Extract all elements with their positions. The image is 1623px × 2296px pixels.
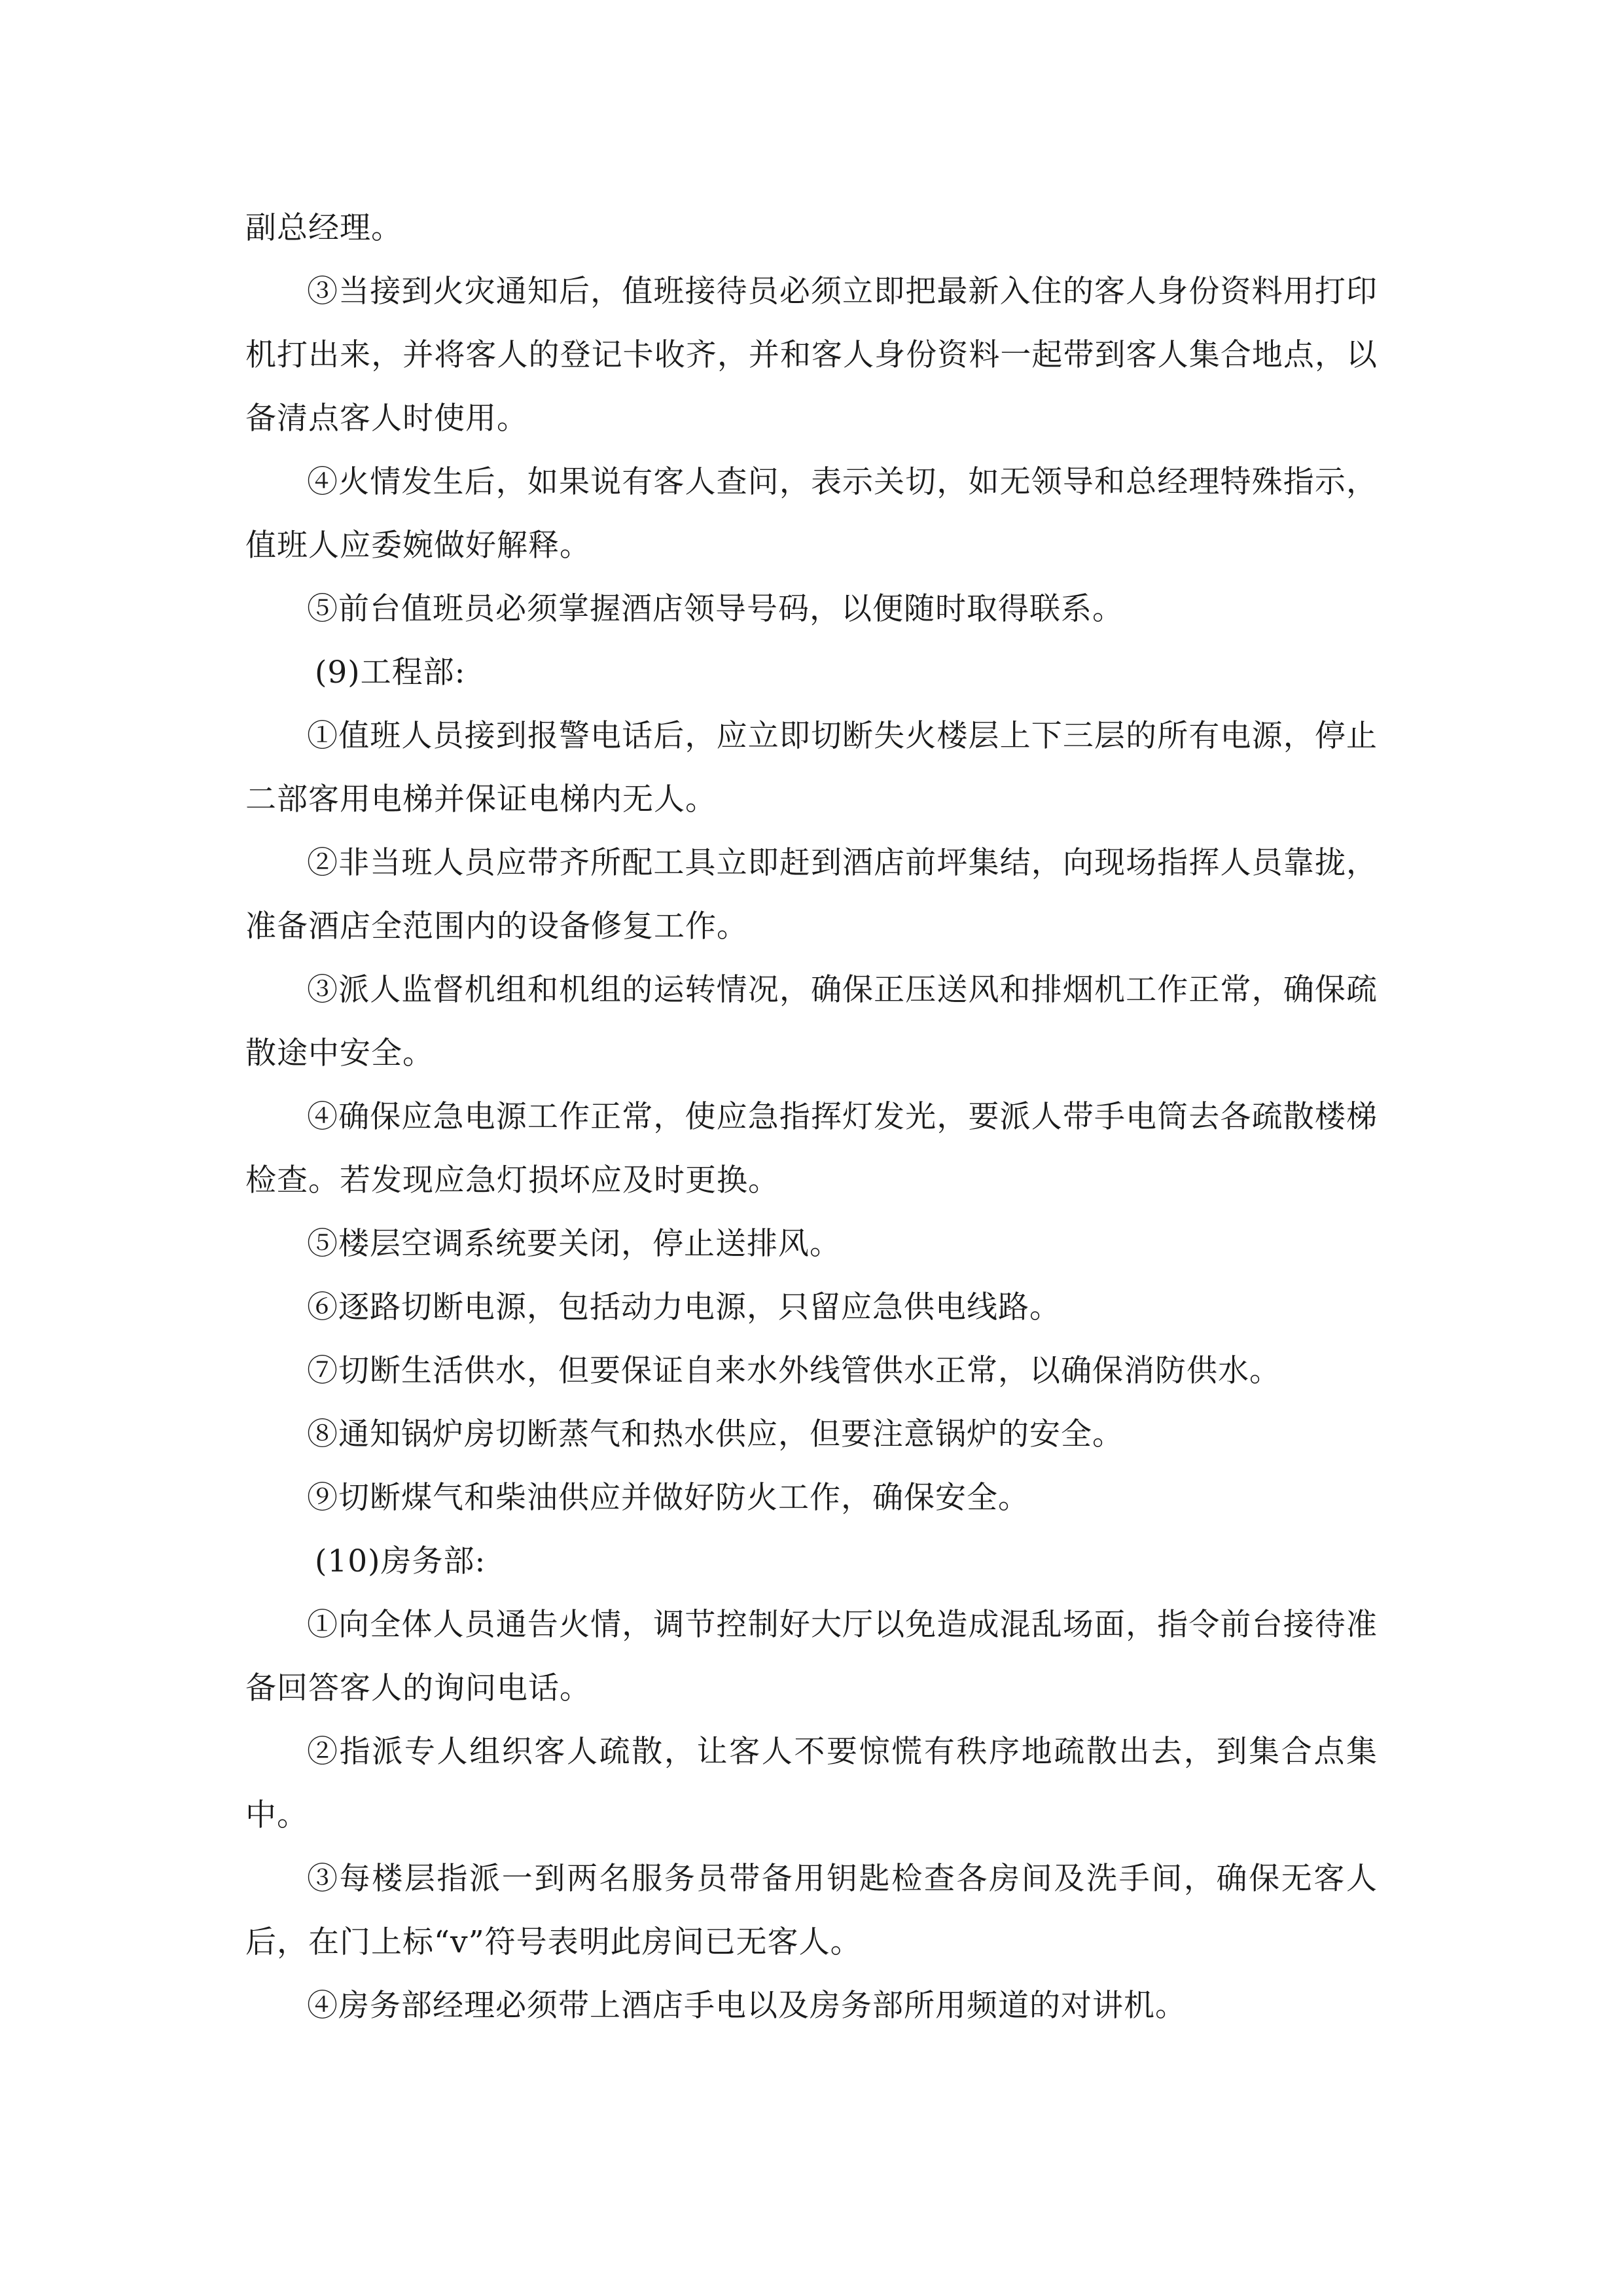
document-body <box>245 196 1378 2037</box>
paragraph: ⑤前台值班员必须掌握酒店领导号码，以便随时取得联系。 <box>307 591 1124 627</box>
paragraph: ⑥逐路切断电源，包括动力电源，只留应急供电线路。 <box>307 1289 1061 1325</box>
paragraph: ⑧通知锅炉房切断蒸气和热水供应，但要注意锅炉的安全。 <box>307 1416 1124 1452</box>
paragraph: ④火情发生后，如果说有客人查问，表示关切，如无领导和总经理特殊指示，值班人应委婉做好解释。 <box>245 464 1378 564</box>
paragraph: ⑨切断煤气和柴油供应并做好防火工作，确保安全。 <box>307 1480 1029 1516</box>
paragraph: ③每楼层指派一到两名服务员带备用钥匙检查各房间及洗手间，确保无客人后，在门上标“v”符号表明此房间已无客人。 <box>245 1861 1378 1960</box>
paragraph: ④确保应急电源工作正常，使应急指挥灯发光，要派人带手电筒去各疏散楼梯检查。若发现应急灯损坏应及时更换。 <box>245 1099 1378 1198</box>
paragraph: ②非当班人员应带齐所配工具立即赶到酒店前坪集结，向现场指挥人员靠拢，准备酒店全范围内的设备修复工作。 <box>245 845 1378 944</box>
paragraph: ⑦切断生活供水，但要保证自来水外线管供水正常，以确保消防供水。 <box>307 1353 1281 1389</box>
paragraph: ①值班人员接到报警电话后，应立即切断失火楼层上下三层的所有电源，停止二部客用电梯并保证电梯内无人。 <box>245 718 1378 817</box>
paragraph: ④房务部经理必须带上酒店手电以及房务部所用频道的对讲机。 <box>307 1988 1186 2024</box>
paragraph: ⑤楼层空调系统要关闭，停止送排风。 <box>307 1226 841 1262</box>
paragraph: 副总经理。 <box>245 210 402 246</box>
paragraph: ③派人监督机组和机组的运转情况，确保正压送风和排烟机工作正常，确保疏散途中安全。 <box>245 972 1378 1071</box>
paragraph: ①向全体人员通告火情，调节控制好大厅以免造成混乱场面，指令前台接待准备回答客人的询问电话。 <box>245 1607 1378 1706</box>
paragraph: ②指派专人组织客人疏散，让客人不要惊慌有秩序地疏散出去，到集合点集中。 <box>245 1734 1378 1833</box>
section-heading-engineering: (9)工程部: <box>315 655 466 691</box>
section-heading-housekeeping: (10)房务部: <box>315 1543 486 1579</box>
paragraph: ③当接到火灾通知后，值班接待员必须立即把最新入住的客人身份资料用打印机打出来，并将客人的登记卡收齐，并和客人身份资料一起带到客人集合地点，以备清点客人时使用。 <box>245 274 1378 437</box>
